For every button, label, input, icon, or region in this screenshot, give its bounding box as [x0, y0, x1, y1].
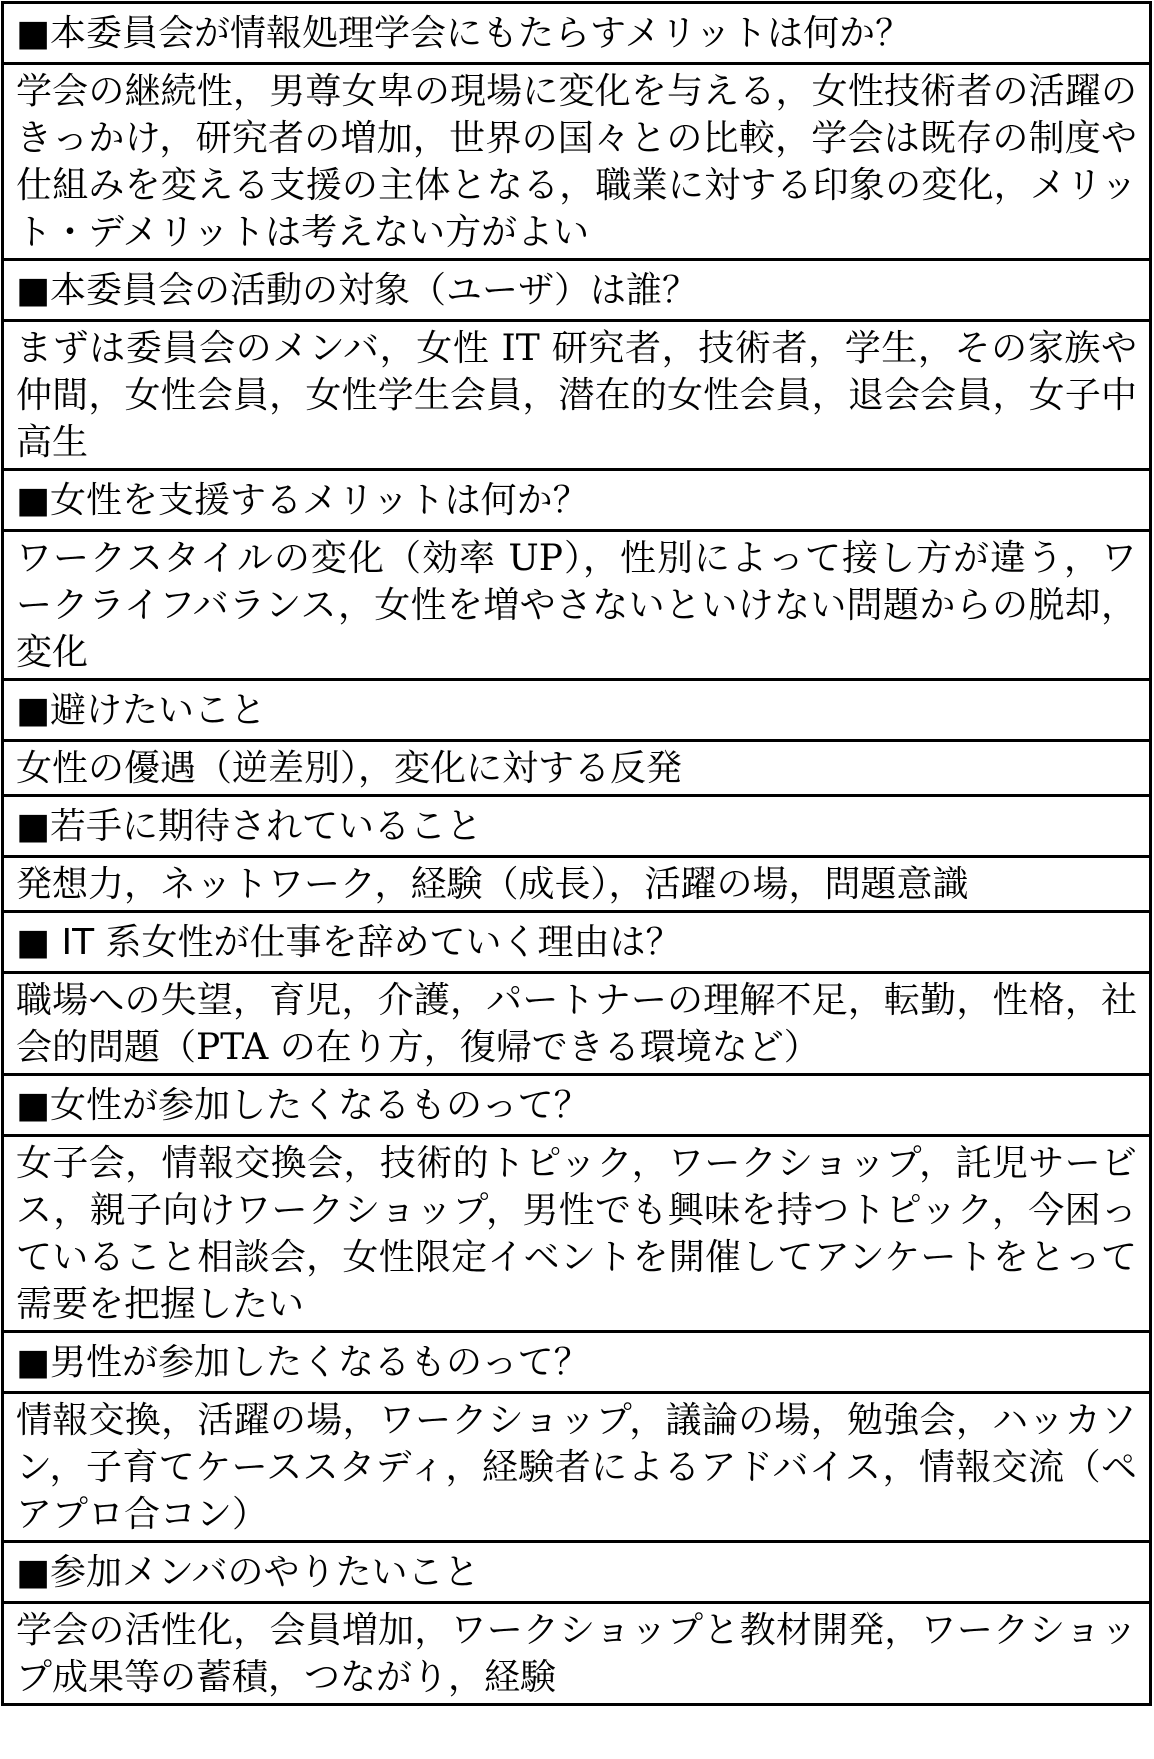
question-row — [3, 796, 1151, 857]
answer-row — [3, 64, 1151, 260]
answer-cell: ワークスタイルの変化（効率 UP），性別によって接し方が違う，ワークライフバランス，女性を増やさないといけない問題からの脱却，変化 — [3, 531, 1151, 680]
answer-cell: 職場への失望，育児，介護，パートナーの理解不足，転勤，性格，社会的問題（PTA の在り方，復帰できる環境など） — [3, 973, 1151, 1075]
question-row — [3, 1075, 1151, 1136]
answer-row — [3, 973, 1151, 1075]
answer-cell: 学会の継続性，男尊女卑の現場に変化を与える，女性技術者の活躍のきっかけ，研究者の増加，世界の国々との比較，学会は既存の制度や仕組みを変える支援の主体となる，職業に対する印象の変化，メリット・デメリットは考えない方がよい — [3, 64, 1151, 260]
question-cell: ■男性が参加したくなるものって？ — [3, 1332, 1151, 1393]
question-cell: ■女性が参加したくなるものって？ — [3, 1075, 1151, 1136]
question-row — [3, 3, 1151, 64]
question-cell: ■本委員会が情報処理学会にもたらすメリットは何か？ — [3, 3, 1151, 64]
answer-cell: 女子会，情報交換会，技術的トピック，ワークショップ，託児サービス，親子向けワークショップ，男性でも興味を持つトピック，今困っていること相談会，女性限定イベントを開催してアンケートをとって需要を把握したい — [3, 1136, 1151, 1332]
answer-cell: 女性の優遇（逆差別），変化に対する反発 — [3, 741, 1151, 796]
question-cell: ■避けたいこと — [3, 680, 1151, 741]
question-row — [3, 912, 1151, 973]
question-row — [3, 1332, 1151, 1393]
answer-row — [3, 531, 1151, 680]
answer-row — [3, 857, 1151, 912]
qa-table-body — [3, 3, 1151, 1705]
answer-row — [3, 741, 1151, 796]
question-cell: ■ IT 系女性が仕事を辞めていく理由は？ — [3, 912, 1151, 973]
answer-cell: 学会の活性化，会員増加，ワークショップと教材開発，ワークショップ成果等の蓄積，つながり，経験 — [3, 1603, 1151, 1705]
question-row — [3, 1542, 1151, 1603]
answer-row — [3, 1603, 1151, 1705]
answer-cell: まずは委員会のメンバ，女性 IT 研究者，技術者，学生，その家族や仲間，女性会員，女性学生会員，潜在的女性会員，退会会員，女子中高生 — [3, 321, 1151, 470]
answer-cell: 発想力，ネットワーク，経験（成長），活躍の場，問題意識 — [3, 857, 1151, 912]
question-cell: ■女性を支援するメリットは何か？ — [3, 470, 1151, 531]
answer-cell: 情報交換，活躍の場，ワークショップ，議論の場，勉強会，ハッカソン，子育てケーススタディ，経験者によるアドバイス，情報交流（ペアプロ合コン） — [3, 1393, 1151, 1542]
question-row — [3, 680, 1151, 741]
answer-row — [3, 1393, 1151, 1542]
qa-table — [1, 1, 1152, 1706]
question-cell: ■参加メンバのやりたいこと — [3, 1542, 1151, 1603]
question-cell: ■若手に期待されていること — [3, 796, 1151, 857]
answer-row — [3, 321, 1151, 470]
question-row — [3, 470, 1151, 531]
question-cell: ■本委員会の活動の対象（ユーザ）は誰？ — [3, 260, 1151, 321]
answer-row — [3, 1136, 1151, 1332]
question-row — [3, 260, 1151, 321]
